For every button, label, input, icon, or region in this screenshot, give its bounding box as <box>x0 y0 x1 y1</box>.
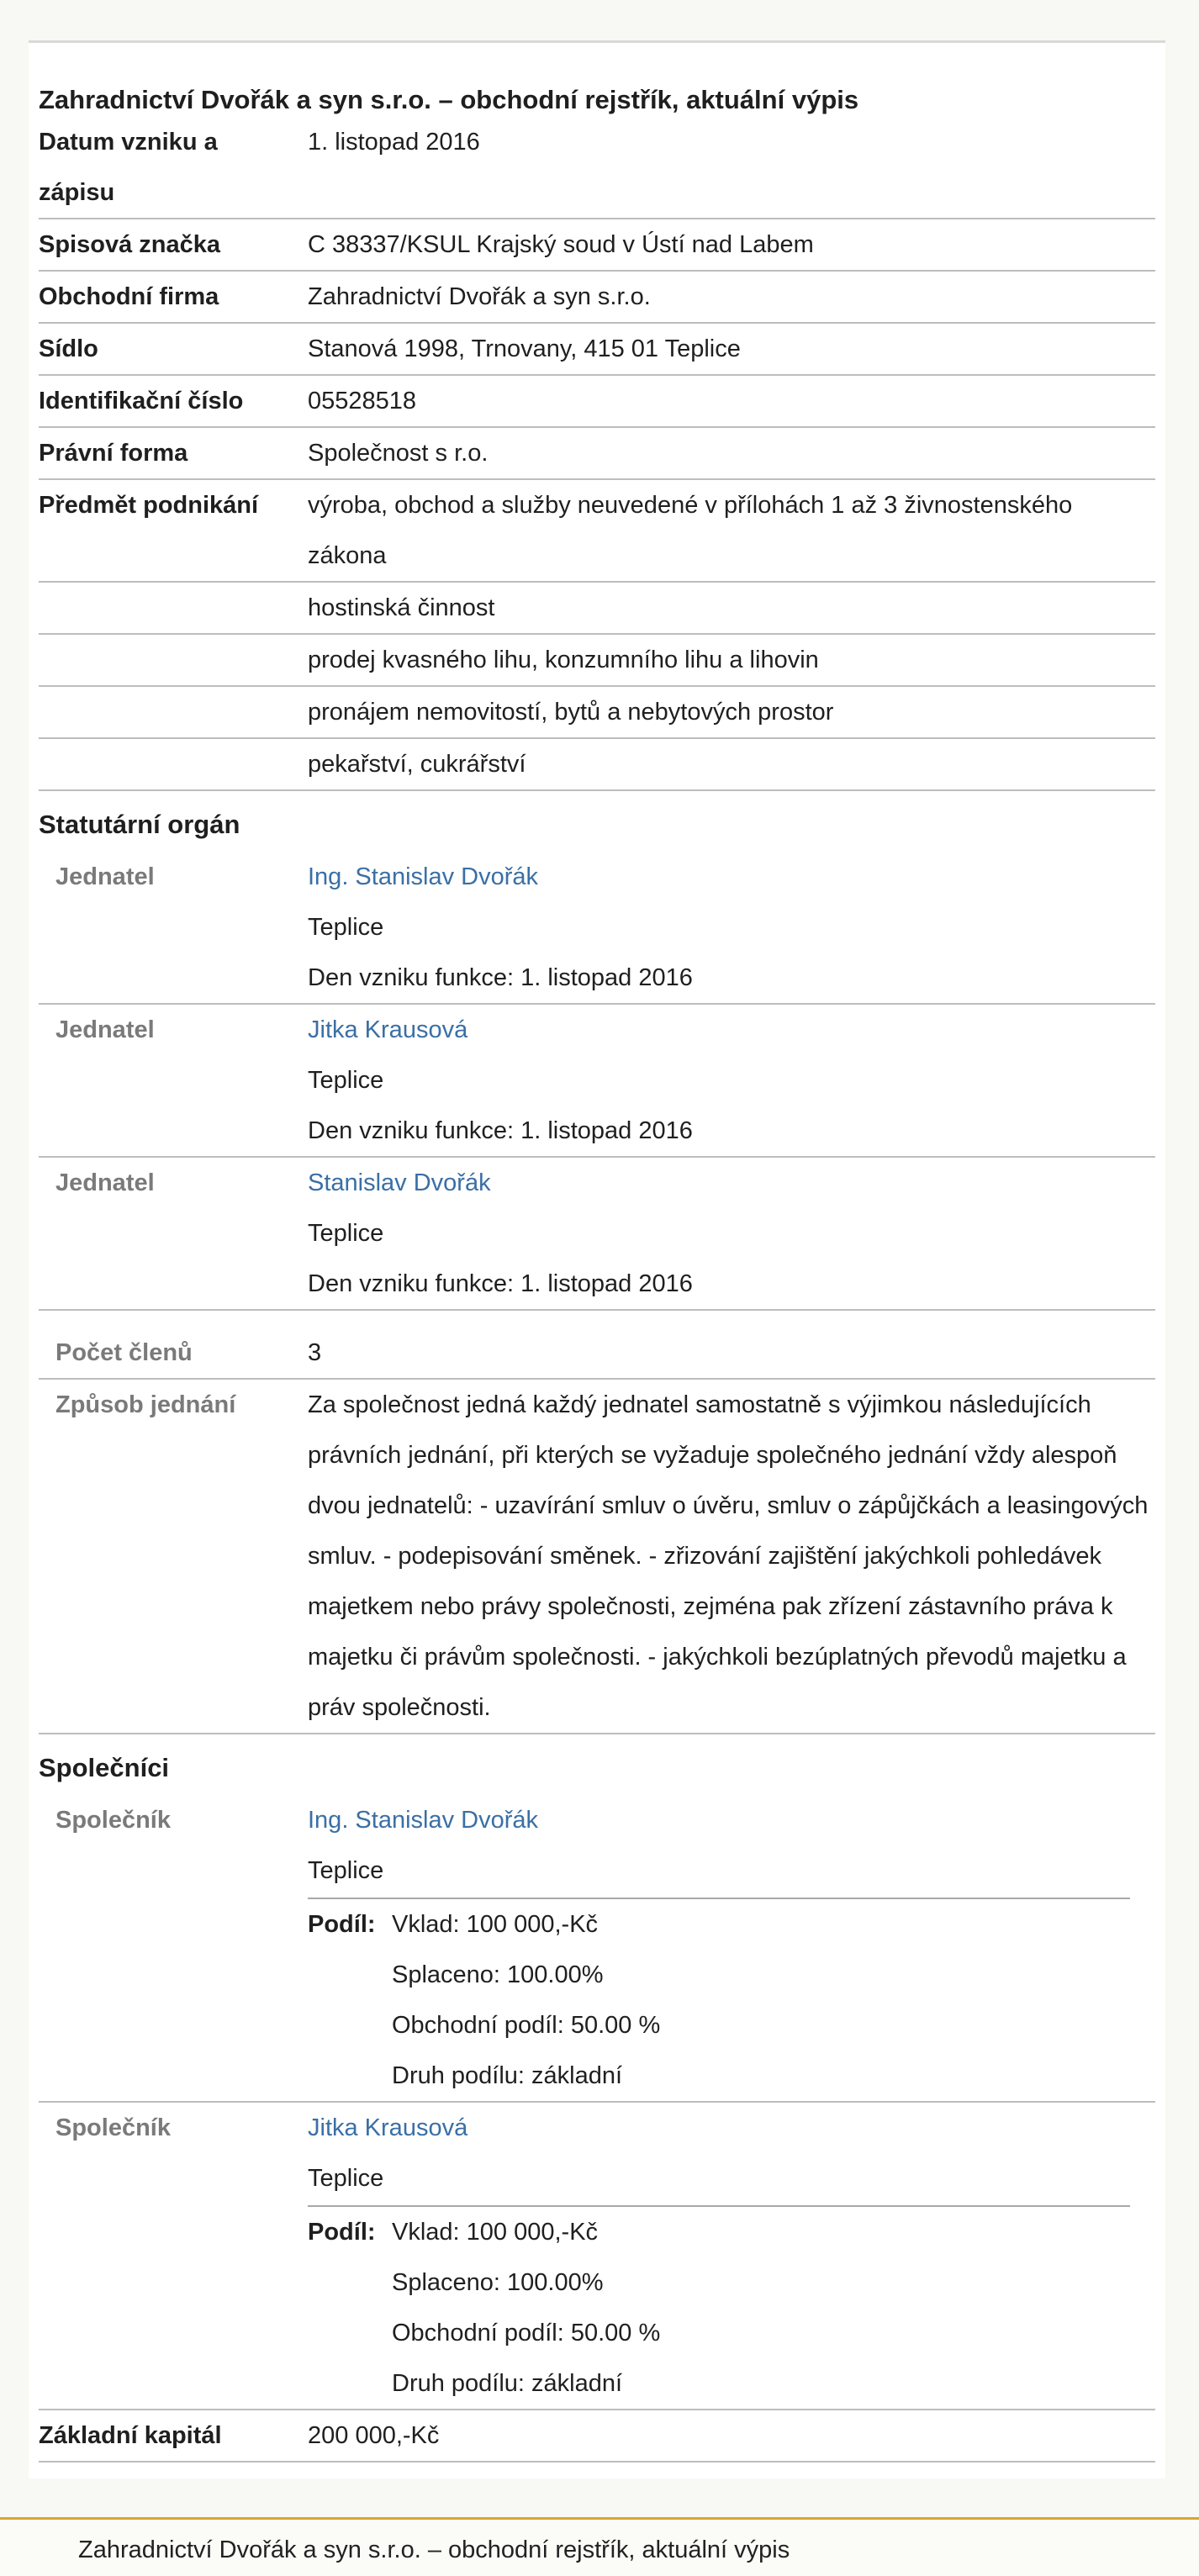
row-business-activity <box>39 582 1155 634</box>
share-deposit: Vklad: 100 000,-Kč <box>392 1911 599 1938</box>
row-value: Zahradnictví Dvořák a syn s.r.o. <box>308 271 1155 323</box>
member-since: Den vzniku funkce: 1. listopad 2016 <box>308 964 693 991</box>
row-label: Spisová značka <box>39 219 308 271</box>
row-member-count <box>39 1310 1155 1379</box>
row-founding-date <box>39 117 1155 219</box>
row-business-activity <box>39 738 1155 790</box>
row-business-activity <box>39 479 1155 582</box>
row-label: Základní kapitál <box>39 2410 308 2462</box>
row-value: 200 000,-Kč <box>308 2410 1155 2462</box>
row-label: Identifikační číslo <box>39 375 308 427</box>
member-role: Společník <box>39 1795 308 2102</box>
member-name-link[interactable]: Ing. Stanislav Dvořák <box>308 863 539 890</box>
share-label: Podíl: <box>308 2219 376 2246</box>
partner-member <box>39 1795 1155 2102</box>
member-name-link[interactable]: Stanislav Dvořák <box>308 1169 491 1196</box>
section-heading: Společníci <box>39 1753 170 1782</box>
row-value: 05528518 <box>308 375 1155 427</box>
share-paid: Splaceno: 100.00% <box>392 1961 604 1988</box>
row-label: Obchodní firma <box>39 271 308 323</box>
statutory-member <box>39 852 1155 1004</box>
row-business-activity <box>39 686 1155 738</box>
share-percent: Obchodní podíl: 50.00 % <box>392 2012 661 2039</box>
row-value: Stanová 1998, Trnovany, 415 01 Teplice <box>308 323 1155 375</box>
member-role: Jednatel <box>39 1004 308 1157</box>
register-table <box>39 117 1155 2463</box>
member-role: Jednatel <box>39 852 308 1004</box>
member-city: Teplice <box>308 914 384 941</box>
footer-text: Zahradnictví Dvořák a syn s.r.o. – obchodní rejstřík, aktuální výpis <box>78 2536 790 2563</box>
row-seat <box>39 323 1155 375</box>
member-name-link[interactable]: Jitka Krausová <box>308 1016 468 1043</box>
row-id-number <box>39 375 1155 427</box>
row-value: 3 <box>308 1310 1155 1379</box>
member-city: Teplice <box>308 1067 384 1094</box>
row-value: prodej kvasného lihu, konzumního lihu a lihovin <box>308 634 1155 686</box>
share-block <box>308 2205 1130 2409</box>
row-legal-form <box>39 427 1155 479</box>
row-value: Společnost s r.o. <box>308 427 1155 479</box>
member-since: Den vzniku funkce: 1. listopad 2016 <box>308 1270 693 1297</box>
section-heading: Statutární orgán <box>39 810 240 839</box>
member-since: Den vzniku funkce: 1. listopad 2016 <box>308 1117 693 1144</box>
statutory-member <box>39 1157 1155 1310</box>
row-label: Předmět podnikání <box>39 479 308 582</box>
member-city: Teplice <box>308 1220 384 1247</box>
row-value: pekařství, cukrářství <box>308 738 1155 790</box>
row-file-number <box>39 219 1155 271</box>
row-label: Počet členů <box>39 1310 308 1379</box>
row-value: pronájem nemovitostí, bytů a nebytových prostor <box>308 686 1155 738</box>
row-label: Sídlo <box>39 323 308 375</box>
share-type: Druh podílu: základní <box>392 2370 623 2397</box>
row-label: Datum vzniku a zápisu <box>39 117 308 219</box>
partner-member <box>39 2102 1155 2410</box>
row-value: 1. listopad 2016 <box>308 117 1155 219</box>
member-city: Teplice <box>308 2165 384 2192</box>
member-role: Společník <box>39 2102 308 2410</box>
statutory-member <box>39 1004 1155 1157</box>
member-role: Jednatel <box>39 1157 308 1310</box>
row-value: C 38337/KSUL Krajský soud v Ústí nad Labem <box>308 219 1155 271</box>
share-type: Druh podílu: základní <box>392 2062 623 2089</box>
row-capital <box>39 2410 1155 2462</box>
share-block <box>308 1898 1130 2101</box>
row-label: Způsob jednání <box>39 1379 308 1734</box>
page-footer <box>0 2517 1199 2576</box>
share-label: Podíl: <box>308 1911 376 1938</box>
share-percent: Obchodní podíl: 50.00 % <box>392 2320 661 2346</box>
section-statutory <box>39 790 1155 852</box>
row-value: hostinská činnost <box>308 582 1155 634</box>
member-name-link[interactable]: Jitka Krausová <box>308 2114 468 2141</box>
section-partners <box>39 1734 1155 1795</box>
row-label: Právní forma <box>39 427 308 479</box>
row-company-name <box>39 271 1155 323</box>
row-conduct <box>39 1379 1155 1734</box>
row-value: Za společnost jedná každý jednatel samostatně s výjimkou následujících právních jednání, při kterých se vyžaduje společného jednání vždy alespoň dvou jednatelů: - uzavírání smluv o úvěru, smluv o zápůjčkách a leasingových smluv. - podepisování směnek. - zřizování zajištění jakýchkoli pohledávek majetkem nebo právy společnosti, zejména pak zřízení zástavního práva k majetku či právům společnosti. - jakýchkoli bezúplatných převodů majetku a práv společnosti. <box>308 1379 1155 1734</box>
member-city: Teplice <box>308 1857 384 1884</box>
row-business-activity <box>39 634 1155 686</box>
member-name-link[interactable]: Ing. Stanislav Dvořák <box>308 1807 539 1834</box>
share-paid: Splaceno: 100.00% <box>392 2269 604 2296</box>
row-value: výroba, obchod a služby neuvedené v přílohách 1 až 3 živnostenského zákona <box>308 479 1155 582</box>
page-title: Zahradnictví Dvořák a syn s.r.o. – obchodní rejstřík, aktuální výpis <box>39 85 859 114</box>
register-extract <box>29 40 1165 2478</box>
share-deposit: Vklad: 100 000,-Kč <box>392 2219 599 2246</box>
